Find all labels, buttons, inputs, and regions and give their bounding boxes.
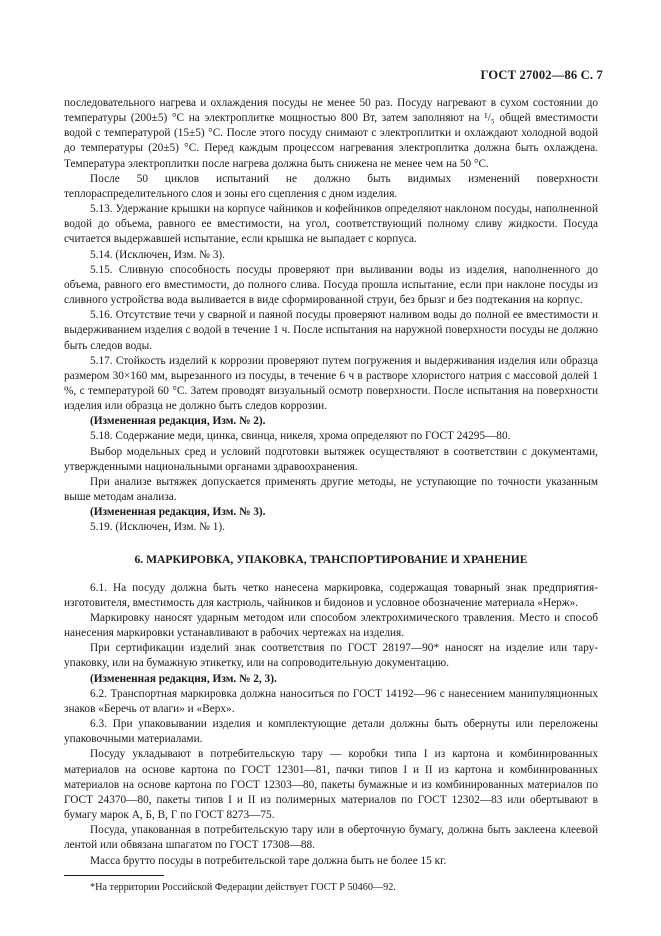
paragraph-p13: 5.19. (Исключен, Изм. № 1). xyxy=(90,521,225,534)
paragraph-p2: После 50 циклов испытаний не должно быть видимых изменений поверхности теплораспределительного слоя и зоны его сцепления с дном изделия. xyxy=(64,172,598,200)
paragraph-p11: При анализе вытяжек допускается применять другие методы, не уступающие по точности указанным выше методам анализа. xyxy=(64,475,598,504)
paragraph-p6: 5.16. Отсутствие течи у сварной и паяной посуды проверяют наливом воды до полной ее вместимости и выдерживанием изделия с водой в течение 1 ч. После испытания на наружной поверхности посуды не должно быть следов воды. xyxy=(64,309,598,352)
paragraph-p7: 5.17. Стойкость изделий к коррозии проверяют путем погружения и выдерживания изделия или образца размером 30×160 мм, вырезанного из посуды, в течение 6 ч в растворе хлористого натрия с массовой долей 1 %, с температурой 60 °С. Затем проводят визуальный осмотр поверхности. После испытания на поверхности изделия или образца не должно быть следов коррозии. xyxy=(64,354,598,413)
paragraph-p10: Выбор модельных сред и условий подготовки вытяжек осуществляют в соответствии с документами, утвержденными национальными органами здравоохранения. xyxy=(64,445,598,473)
paragraph-s8: Посуда, упакованная в потребительскую тару или в оберточную бумагу, должна быть заклеена клеевой лентой или обвязана шпагатом по ГОСТ 17308—88. xyxy=(64,824,598,852)
paragraph-s4: (Измененная редакция, Изм. № 2, 3). xyxy=(90,672,277,685)
paragraph-s3: При сертификации изделий знак соответствия по ГОСТ 28197—90* наносят на изделие или тару-упаковку, или на бумажную этикетку, или на сопроводительную документацию. xyxy=(64,642,598,670)
document-body xyxy=(64,96,598,895)
paragraph-s1: 6.1. На посуду должна быть четко нанесена маркировка, содержащая товарный знак предприятия-изготовителя, вместимость для кастрюль, чайников и бидонов и условное обозначение материала «Нерж». xyxy=(64,581,598,609)
paragraph-s6: 6.3. При упаковывании изделия и комплектующие детали должны быть обернуты или переложены упаковочными материалами. xyxy=(64,718,598,746)
paragraph-s9: Масса брутто посуды в потребительской таре должна быть не более 15 кг. xyxy=(90,854,447,867)
section-5-continued xyxy=(64,96,598,536)
paragraph-p12: (Измененная редакция, Изм. № 3). xyxy=(90,506,266,519)
paragraph-p5: 5.15. Сливную способность посуды проверяют при выливании воды из изделия, наполненного до объема, равного его вместимости, до полного слива. Посуда прошла испытание, если при наклоне посуды из сливного устройства вода выливается в виде сформированной струи, без брызг и без подтекания на корпус. xyxy=(64,263,598,307)
paragraph-p9: 5.18. Содержание меди, цинка, свинца, никеля, хрома определяют по ГОСТ 24295—80. xyxy=(90,430,511,443)
paragraph-p1: последовательного нагрева и охлаждения посуды не менее 50 раз. Посуду нагревают в сухом состоянии до температуры (200±5) °С на электроплитке мощностью 800 Вт, затем заполняют на ¹/₅ общей вместимости водой с температурой (15±5) °С. После этого посуду снимают с электроплитки и охлаждают холодной водой до температуры (20±5) °С. Перед каждым процессом нагревания электроплитка должна быть охлаждена. Температура электроплитки после нагрева должна быть снижена не менее чем на 50 °С. xyxy=(64,97,598,170)
section-title: 6. МАРКИРОВКА, УПАКОВКА, ТРАНСПОРТИРОВАНИЕ И ХРАНЕНИЕ xyxy=(134,552,528,566)
paragraph-p8: (Измененная редакция, Изм. № 2). xyxy=(90,415,266,428)
page-header: ГОСТ 27002—86 С. 7 xyxy=(480,68,603,82)
footnote-divider xyxy=(64,875,164,876)
paragraph-s5: 6.2. Транспортная маркировка должна наноситься по ГОСТ 14192—96 с нанесением манипуляционных знаков «Беречь от влаги» и «Верх». xyxy=(64,687,598,715)
paragraph-s2: Маркировку наносят ударным методом или способом электрохимического травления. Место и способ нанесения маркировки устанавливают в рабочих чертежах на изделия. xyxy=(64,612,598,640)
paragraph-s7: Посуду укладывают в потребительскую тару — коробки типа I из картона и комбинированных материалов на основе картона по ГОСТ 12301—81, пачки типов I и II из картона и комбинированных материалов на основе картона по ГОСТ 12303—80, пакеты бумажные и из комбинированных материалов по ГОСТ 24370—80, пакеты типов I и II из полимерных материалов по ГОСТ 12302—83 или обертывают в бумагу марок А, Б, В, Г по ГОСТ 8273—75. xyxy=(64,748,598,822)
paragraph-p3: 5.13. Удержание крышки на корпусе чайников и кофейников определяют наклоном посуды, наполненной водой до объема, равного ее вместимости, на угол, соответствующий полному сливу жидкости. Посуда считается выдержавшей испытание, если крышка не выпадает с корпуса. xyxy=(64,203,598,246)
paragraph-p4: 5.14. (Исключен, Изм. № 3). xyxy=(90,248,225,261)
section-6 xyxy=(64,581,598,869)
footnote: *На территории Российской Федерации действует ГОСТ Р 50460—92. xyxy=(90,881,396,893)
